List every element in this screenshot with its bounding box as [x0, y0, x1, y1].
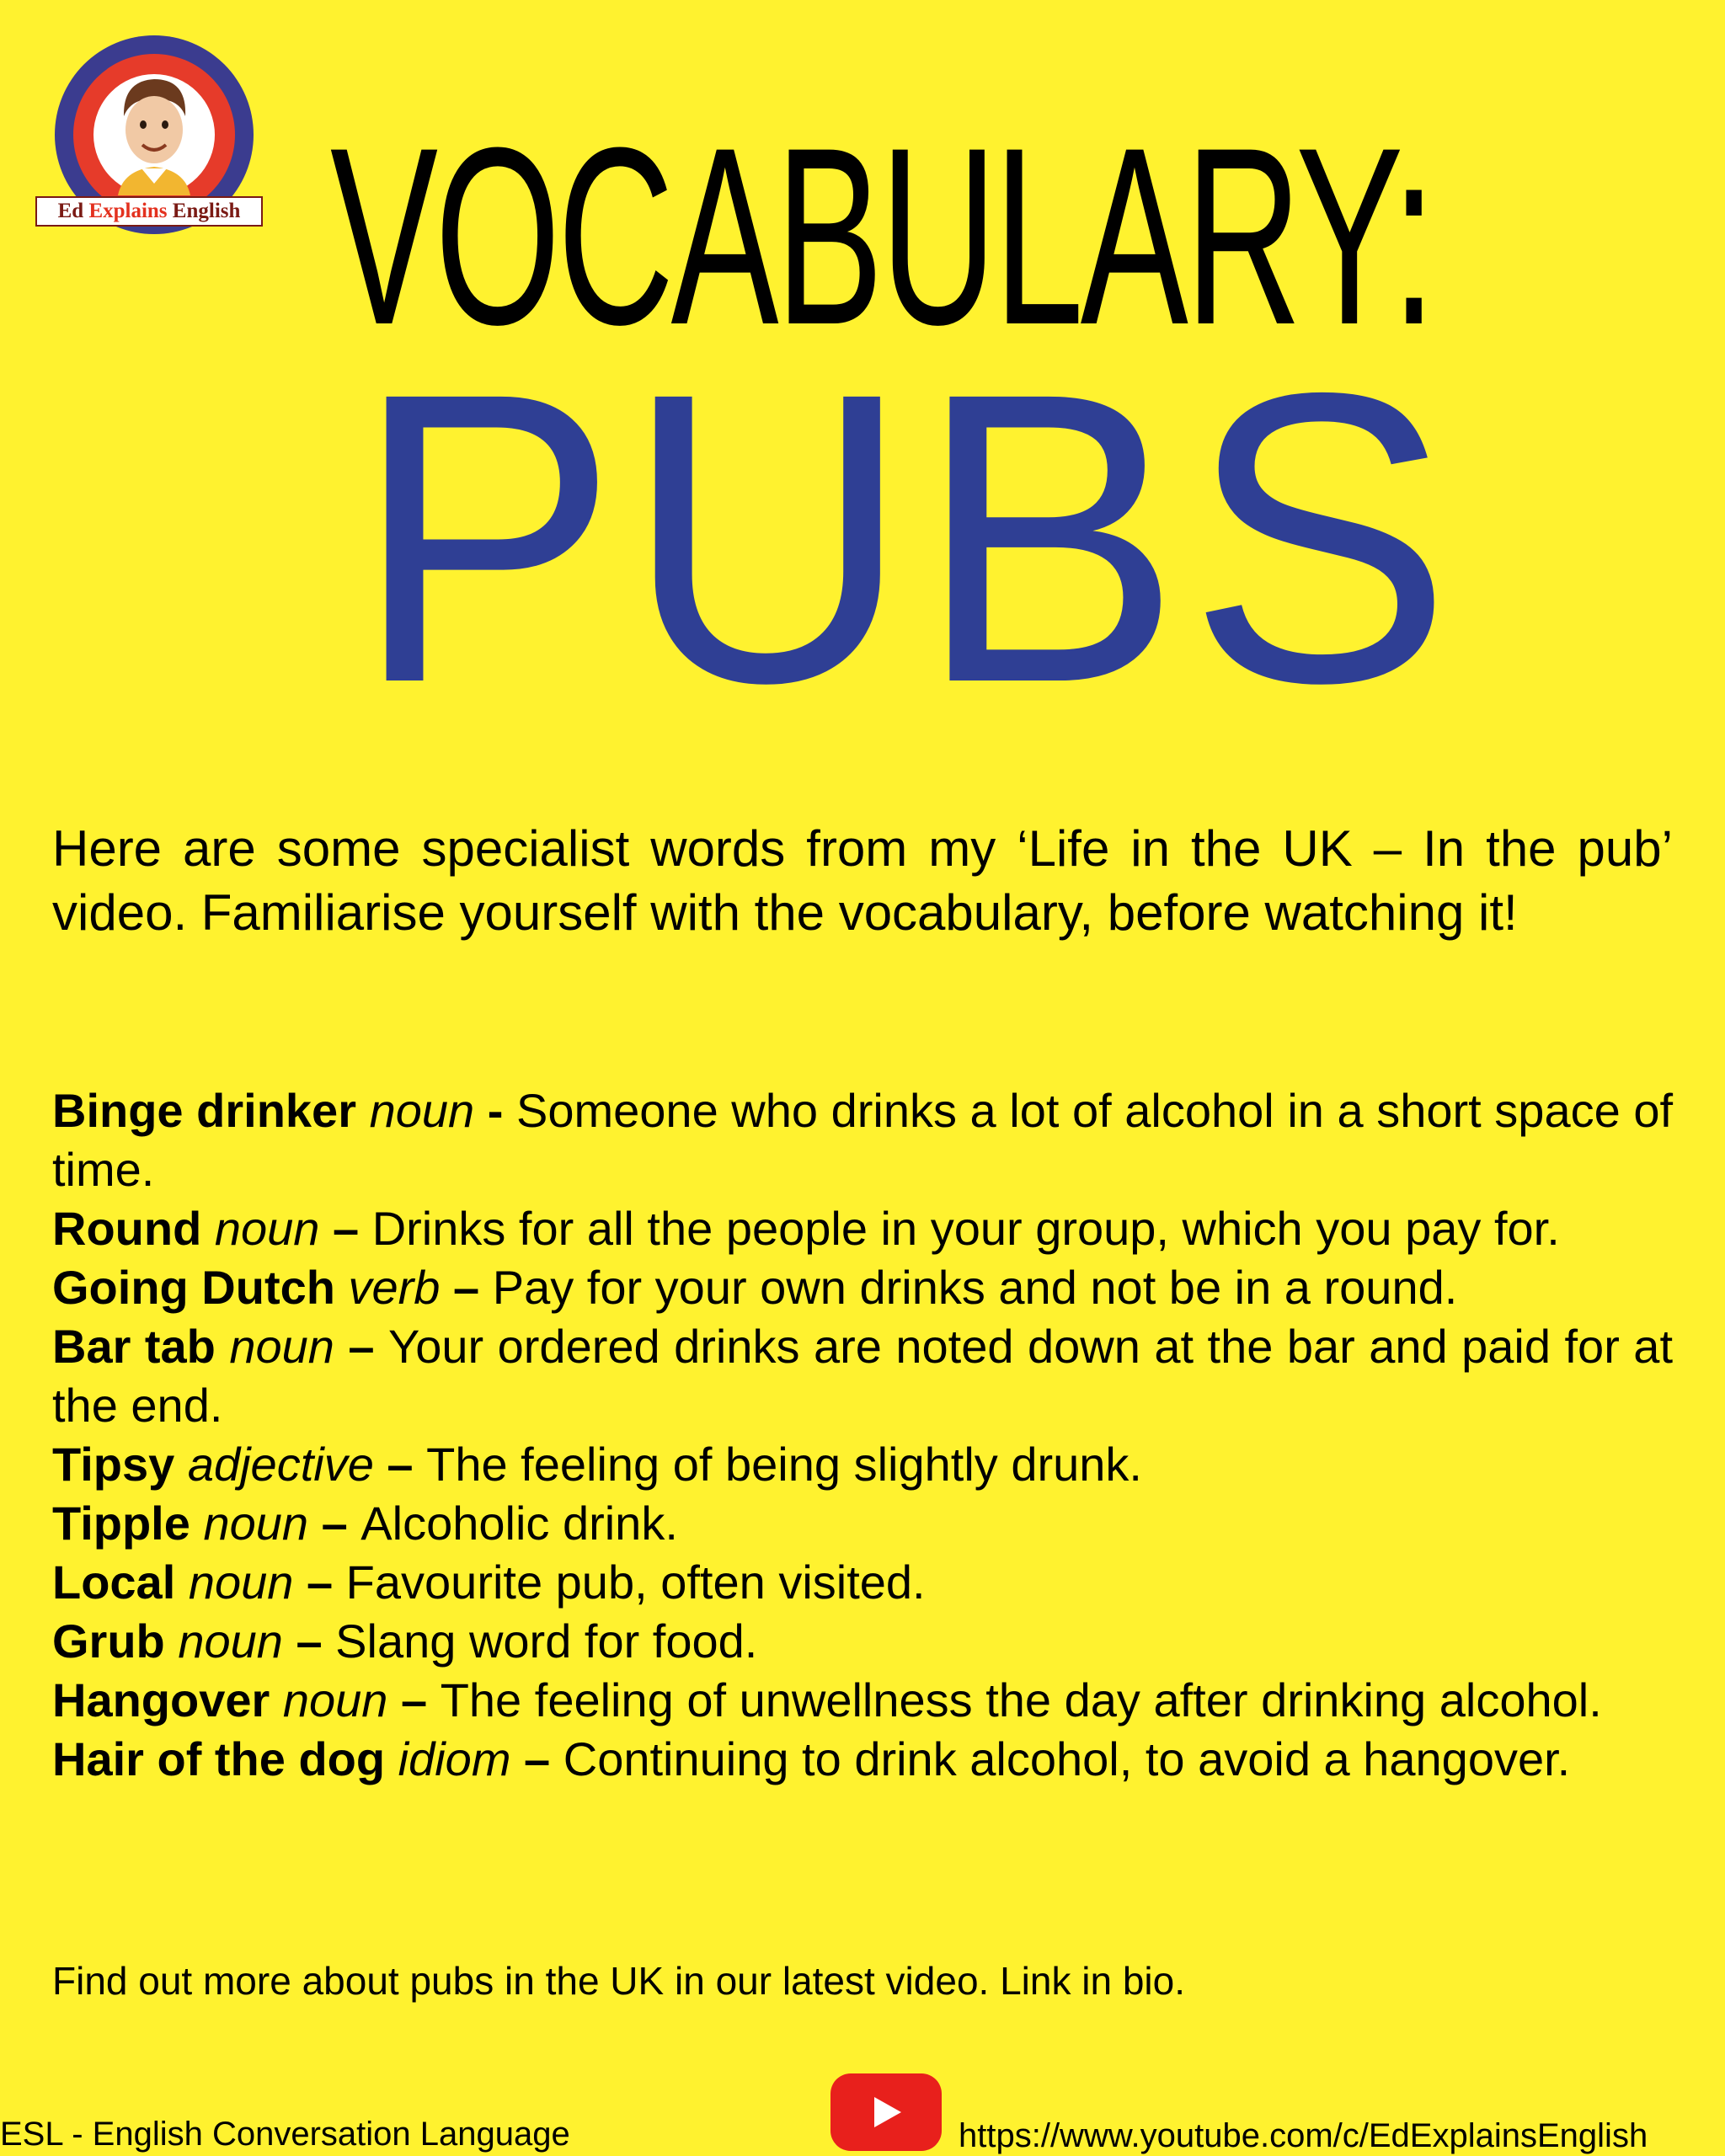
vocab-definition: Your ordered drinks are noted down at the bar and paid for at the end. [52, 1320, 1674, 1432]
vocab-term: Round [52, 1202, 202, 1255]
vocab-entry [52, 1435, 1703, 1494]
vocab-term: Local [52, 1556, 176, 1609]
vocab-separator: – [387, 1673, 441, 1726]
vocab-part-of-speech: noun [178, 1614, 283, 1668]
vocab-separator: - [474, 1084, 516, 1137]
vocab-part-of-speech: noun [203, 1497, 309, 1550]
vocab-entry [52, 1317, 1673, 1435]
vocab-definition: The feeling of unwellness the day after drinking alcohol. [440, 1673, 1602, 1726]
vocab-separator: – [440, 1261, 493, 1314]
vocab-part-of-speech: noun [369, 1084, 475, 1137]
vocab-definition: Favourite pub, often visited. [345, 1556, 926, 1609]
vocab-part-of-speech: noun [214, 1202, 320, 1255]
vocab-definition: Drinks for all the people in your group, which you pay for. [371, 1202, 1560, 1255]
vocab-term: Going Dutch [52, 1261, 335, 1314]
vocab-separator: – [373, 1438, 427, 1491]
footer-note: Find out more about pubs in the UK in our latest video. Link in bio. [52, 1959, 1186, 2003]
vocab-separator: – [510, 1732, 563, 1785]
footer-channel-name: ESL - English Conversation Language [0, 2116, 570, 2153]
vocab-part-of-speech: noun [188, 1556, 294, 1609]
vocab-part-of-speech: noun [229, 1320, 334, 1373]
vocab-separator: – [319, 1202, 372, 1255]
vocab-separator: – [293, 1556, 346, 1609]
vocab-term: Grub [52, 1614, 165, 1668]
vocab-part-of-speech: idiom [398, 1732, 511, 1785]
play-triangle-icon [874, 2097, 901, 2127]
vocab-entry [52, 1199, 1703, 1258]
vocab-definition: The feeling of being slightly drunk. [426, 1438, 1142, 1491]
title-pubs: PUBS [354, 307, 1459, 768]
vocab-separator: – [282, 1614, 336, 1668]
vocab-term: Binge drinker [52, 1084, 356, 1137]
vocab-part-of-speech: adjective [187, 1438, 374, 1491]
vocab-part-of-speech: noun [282, 1673, 388, 1726]
title-vocabulary: VOCABULARY: [330, 94, 1434, 377]
vocab-separator: – [308, 1497, 361, 1550]
vocabulary-list [52, 1081, 1703, 1789]
vocab-part-of-speech: verb [348, 1261, 441, 1314]
vocab-term: Bar tab [52, 1320, 216, 1373]
intro-paragraph: Here are some specialist words from my ‘Life in the UK – In the pub’ video. Familiarise yourself with the vocabulary, before watching it! [52, 820, 1673, 941]
vocab-entry [52, 1671, 1619, 1730]
vocab-definition: Alcoholic drink. [360, 1497, 678, 1550]
vocab-term: Hair of the dog [52, 1732, 386, 1785]
vocab-definition: Continuing to drink alcohol, to avoid a hangover. [563, 1732, 1571, 1785]
vocab-entry [52, 1730, 1703, 1789]
vocab-definition: Pay for your own drinks and not be in a round. [492, 1261, 1458, 1314]
vocab-term: Tipple [52, 1497, 190, 1550]
vocab-entry [52, 1258, 1703, 1317]
vocab-entry [52, 1081, 1673, 1199]
vocab-definition: Slang word for food. [335, 1614, 758, 1668]
vocab-entry [52, 1553, 1703, 1612]
vocab-entry [52, 1612, 1703, 1671]
logo-label: Ed Explains English [35, 196, 263, 227]
vocab-entry [52, 1494, 1703, 1553]
vocab-term: Hangover [52, 1673, 270, 1726]
vocab-term: Tipsy [52, 1438, 175, 1491]
youtube-play-icon[interactable] [830, 2073, 942, 2151]
vocab-definition: Someone who drinks a lot of alcohol in a short space of time. [52, 1084, 1674, 1196]
youtube-channel-link[interactable]: https://www.youtube.com/c/EdExplainsEnglish [959, 2117, 1648, 2154]
vocab-separator: – [334, 1320, 389, 1373]
